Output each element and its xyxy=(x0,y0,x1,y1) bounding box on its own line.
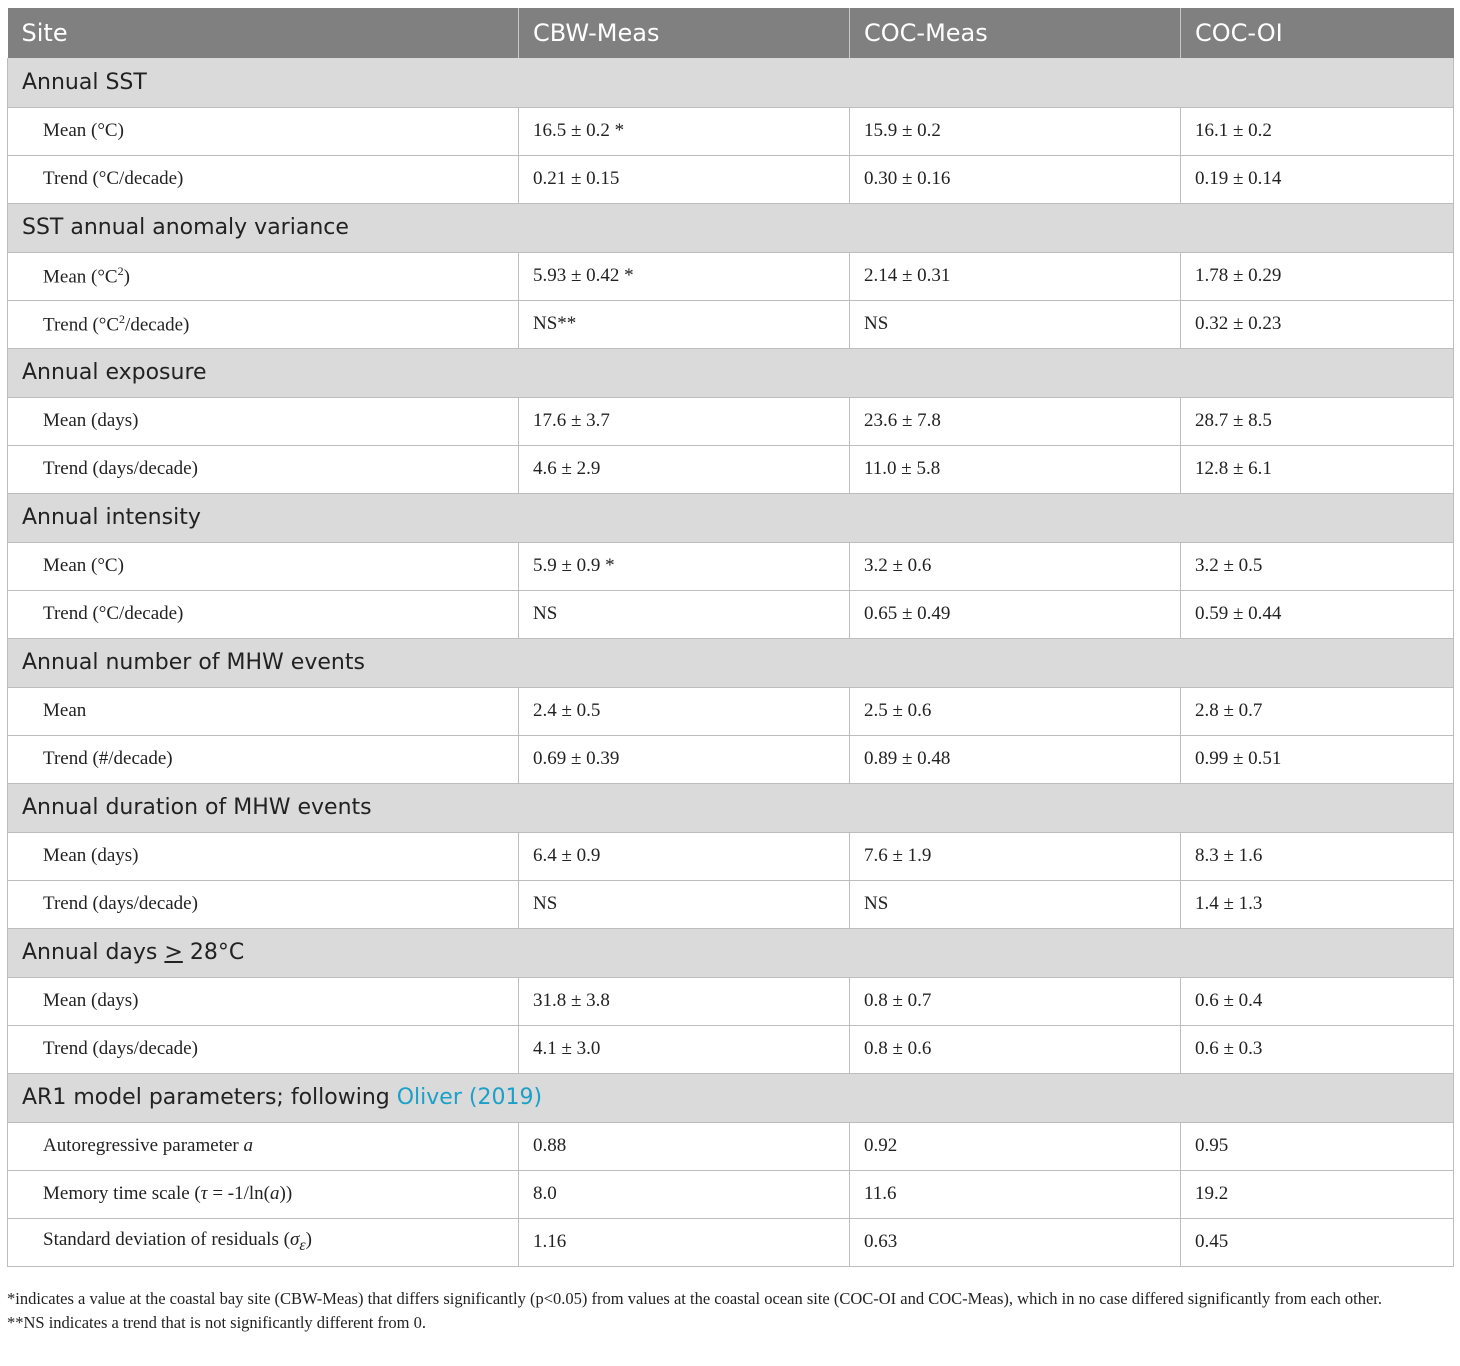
row-label: Trend (#/decade) xyxy=(8,735,519,783)
cell-coc-oi: 3.2 ± 0.5 xyxy=(1181,542,1454,590)
cell-cbw-meas: 31.8 ± 3.8 xyxy=(519,977,850,1025)
row-label: Trend (days/decade) xyxy=(8,445,519,493)
cell-cbw-meas: 5.9 ± 0.9 * xyxy=(519,542,850,590)
label-superscript: 2 xyxy=(117,263,124,278)
greater-equal-symbol: > xyxy=(164,940,183,965)
table-row xyxy=(8,252,1454,300)
cell-coc-oi: 8.3 ± 1.6 xyxy=(1181,832,1454,880)
table-row xyxy=(8,1218,1454,1266)
section-title: Annual intensity xyxy=(8,493,1454,542)
section-title xyxy=(8,1073,1454,1122)
label-text-end: ) xyxy=(305,1229,312,1251)
label-italic-2: a xyxy=(270,1183,280,1204)
table-row xyxy=(8,1170,1454,1218)
cell-coc-oi: 0.6 ± 0.4 xyxy=(1181,977,1454,1025)
row-label: Mean (days) xyxy=(8,977,519,1025)
cell-cbw-meas: 1.16 xyxy=(519,1218,850,1266)
label-text-mid: = -1/ln( xyxy=(207,1183,271,1204)
cell-coc-oi: 0.45 xyxy=(1181,1218,1454,1266)
oliver-2019-link[interactable]: Oliver (2019) xyxy=(396,1085,543,1110)
table-row xyxy=(8,300,1454,348)
section-mhw-duration xyxy=(8,783,1454,832)
footnote-ns: **NS indicates a trend that is not significantly different from 0. xyxy=(7,1313,426,1332)
row-label: Trend (°C/decade) xyxy=(8,155,519,203)
section-title: Annual exposure xyxy=(8,348,1454,397)
row-label: Mean (days) xyxy=(8,832,519,880)
header-coc-meas: COC-Meas xyxy=(850,8,1181,58)
header-site: Site xyxy=(8,8,519,58)
header-cbw-meas: CBW-Meas xyxy=(519,8,850,58)
table-row xyxy=(8,397,1454,445)
cell-cbw-meas: 0.69 ± 0.39 xyxy=(519,735,850,783)
cell-coc-oi: 0.32 ± 0.23 xyxy=(1181,300,1454,348)
cell-coc-meas: 0.63 xyxy=(850,1218,1181,1266)
row-label: Mean (°C) xyxy=(8,542,519,590)
label-subscript: ε xyxy=(299,1236,306,1254)
label-text: Mean (°C xyxy=(43,266,118,288)
section-title xyxy=(8,928,1454,977)
cell-cbw-meas: NS xyxy=(519,590,850,638)
cell-cbw-meas: 8.0 xyxy=(519,1170,850,1218)
cell-cbw-meas: 4.6 ± 2.9 xyxy=(519,445,850,493)
row-label xyxy=(8,252,519,300)
cell-coc-meas: 0.30 ± 0.16 xyxy=(850,155,1181,203)
label-italic: τ xyxy=(200,1183,208,1204)
cell-coc-oi: 0.95 xyxy=(1181,1122,1454,1170)
results-table xyxy=(7,8,1454,1267)
table-row xyxy=(8,155,1454,203)
row-label xyxy=(8,300,519,348)
label-text: Standard deviation of residuals ( xyxy=(43,1229,290,1251)
cell-coc-meas: 0.8 ± 0.6 xyxy=(850,1025,1181,1073)
table-row xyxy=(8,542,1454,590)
cell-cbw-meas: 5.93 ± 0.42 * xyxy=(519,252,850,300)
cell-cbw-meas: 0.21 ± 0.15 xyxy=(519,155,850,203)
cell-coc-meas: 15.9 ± 0.2 xyxy=(850,107,1181,155)
cell-coc-meas: NS xyxy=(850,880,1181,928)
row-label: Trend (days/decade) xyxy=(8,1025,519,1073)
cell-coc-meas: 0.92 xyxy=(850,1122,1181,1170)
table-row xyxy=(8,107,1454,155)
cell-coc-oi: 28.7 ± 8.5 xyxy=(1181,397,1454,445)
section-annual-sst xyxy=(8,58,1454,107)
header-coc-oi: COC-OI xyxy=(1181,8,1454,58)
row-label xyxy=(8,1218,519,1266)
cell-coc-meas: 11.6 xyxy=(850,1170,1181,1218)
cell-coc-oi: 19.2 xyxy=(1181,1170,1454,1218)
table-row xyxy=(8,687,1454,735)
table-footnotes xyxy=(7,1287,1453,1335)
table-row xyxy=(8,832,1454,880)
row-label: Mean (°C) xyxy=(8,107,519,155)
cell-coc-meas: 0.89 ± 0.48 xyxy=(850,735,1181,783)
cell-coc-oi: 16.1 ± 0.2 xyxy=(1181,107,1454,155)
cell-coc-oi: 0.59 ± 0.44 xyxy=(1181,590,1454,638)
label-superscript: 2 xyxy=(119,311,126,326)
cell-coc-meas: 7.6 ± 1.9 xyxy=(850,832,1181,880)
cell-cbw-meas: 16.5 ± 0.2 * xyxy=(519,107,850,155)
cell-coc-meas: 2.14 ± 0.31 xyxy=(850,252,1181,300)
cell-coc-meas: 23.6 ± 7.8 xyxy=(850,397,1181,445)
label-text-end: ) xyxy=(123,266,130,288)
section-annual-intensity xyxy=(8,493,1454,542)
table-row xyxy=(8,1122,1454,1170)
cell-coc-oi: 2.8 ± 0.7 xyxy=(1181,687,1454,735)
section-title: Annual SST xyxy=(8,58,1454,107)
cell-coc-oi: 0.6 ± 0.3 xyxy=(1181,1025,1454,1073)
section-annual-exposure xyxy=(8,348,1454,397)
cell-coc-oi: 1.78 ± 0.29 xyxy=(1181,252,1454,300)
row-label: Mean xyxy=(8,687,519,735)
label-text-end: /decade) xyxy=(125,314,190,336)
label-text: Autoregressive parameter xyxy=(43,1135,244,1156)
cell-cbw-meas: NS** xyxy=(519,300,850,348)
section-title-end: 28°C xyxy=(182,940,245,965)
results-table-container xyxy=(7,8,1453,1267)
section-title-text: AR1 model parameters; following xyxy=(22,1085,397,1110)
cell-coc-meas: 2.5 ± 0.6 xyxy=(850,687,1181,735)
section-ar1-parameters xyxy=(8,1073,1454,1122)
cell-coc-meas: 3.2 ± 0.6 xyxy=(850,542,1181,590)
cell-coc-oi: 12.8 ± 6.1 xyxy=(1181,445,1454,493)
label-italic: σ xyxy=(289,1229,300,1251)
label-text: Memory time scale ( xyxy=(43,1183,201,1204)
section-anomaly-variance xyxy=(8,203,1454,252)
cell-coc-meas: 0.65 ± 0.49 xyxy=(850,590,1181,638)
row-label: Trend (days/decade) xyxy=(8,880,519,928)
label-italic: a xyxy=(243,1135,253,1156)
header-row xyxy=(8,8,1454,58)
table-row xyxy=(8,590,1454,638)
table-row xyxy=(8,977,1454,1025)
cell-coc-meas: 0.8 ± 0.7 xyxy=(850,977,1181,1025)
table-row xyxy=(8,880,1454,928)
cell-coc-oi: 0.19 ± 0.14 xyxy=(1181,155,1454,203)
table-row xyxy=(8,735,1454,783)
cell-cbw-meas: 0.88 xyxy=(519,1122,850,1170)
label-text-end: )) xyxy=(279,1183,293,1204)
cell-coc-oi: 0.99 ± 0.51 xyxy=(1181,735,1454,783)
row-label: Mean (days) xyxy=(8,397,519,445)
table-row xyxy=(8,1025,1454,1073)
cell-cbw-meas: NS xyxy=(519,880,850,928)
section-title: Annual duration of MHW events xyxy=(8,783,1454,832)
cell-cbw-meas: 4.1 ± 3.0 xyxy=(519,1025,850,1073)
cell-coc-meas: 11.0 ± 5.8 xyxy=(850,445,1181,493)
cell-cbw-meas: 17.6 ± 3.7 xyxy=(519,397,850,445)
table-row xyxy=(8,445,1454,493)
cell-coc-oi: 1.4 ± 1.3 xyxy=(1181,880,1454,928)
row-label xyxy=(8,1170,519,1218)
row-label: Trend (°C/decade) xyxy=(8,590,519,638)
cell-cbw-meas: 2.4 ± 0.5 xyxy=(519,687,850,735)
section-title-start: Annual days xyxy=(22,940,165,965)
section-mhw-number xyxy=(8,638,1454,687)
row-label xyxy=(8,1122,519,1170)
footnote-significance: *indicates a value at the coastal bay site (CBW-Meas) that differs significantly (p<0.05) from values at the coastal ocean site (COC-OI and COC-Meas), which in no case differed significantly from each other. xyxy=(7,1289,1383,1308)
section-title: SST annual anomaly variance xyxy=(8,203,1454,252)
section-days-above-28 xyxy=(8,928,1454,977)
section-title: Annual number of MHW events xyxy=(8,638,1454,687)
label-text: Trend (°C xyxy=(43,314,120,336)
cell-cbw-meas: 6.4 ± 0.9 xyxy=(519,832,850,880)
cell-coc-meas: NS xyxy=(850,300,1181,348)
